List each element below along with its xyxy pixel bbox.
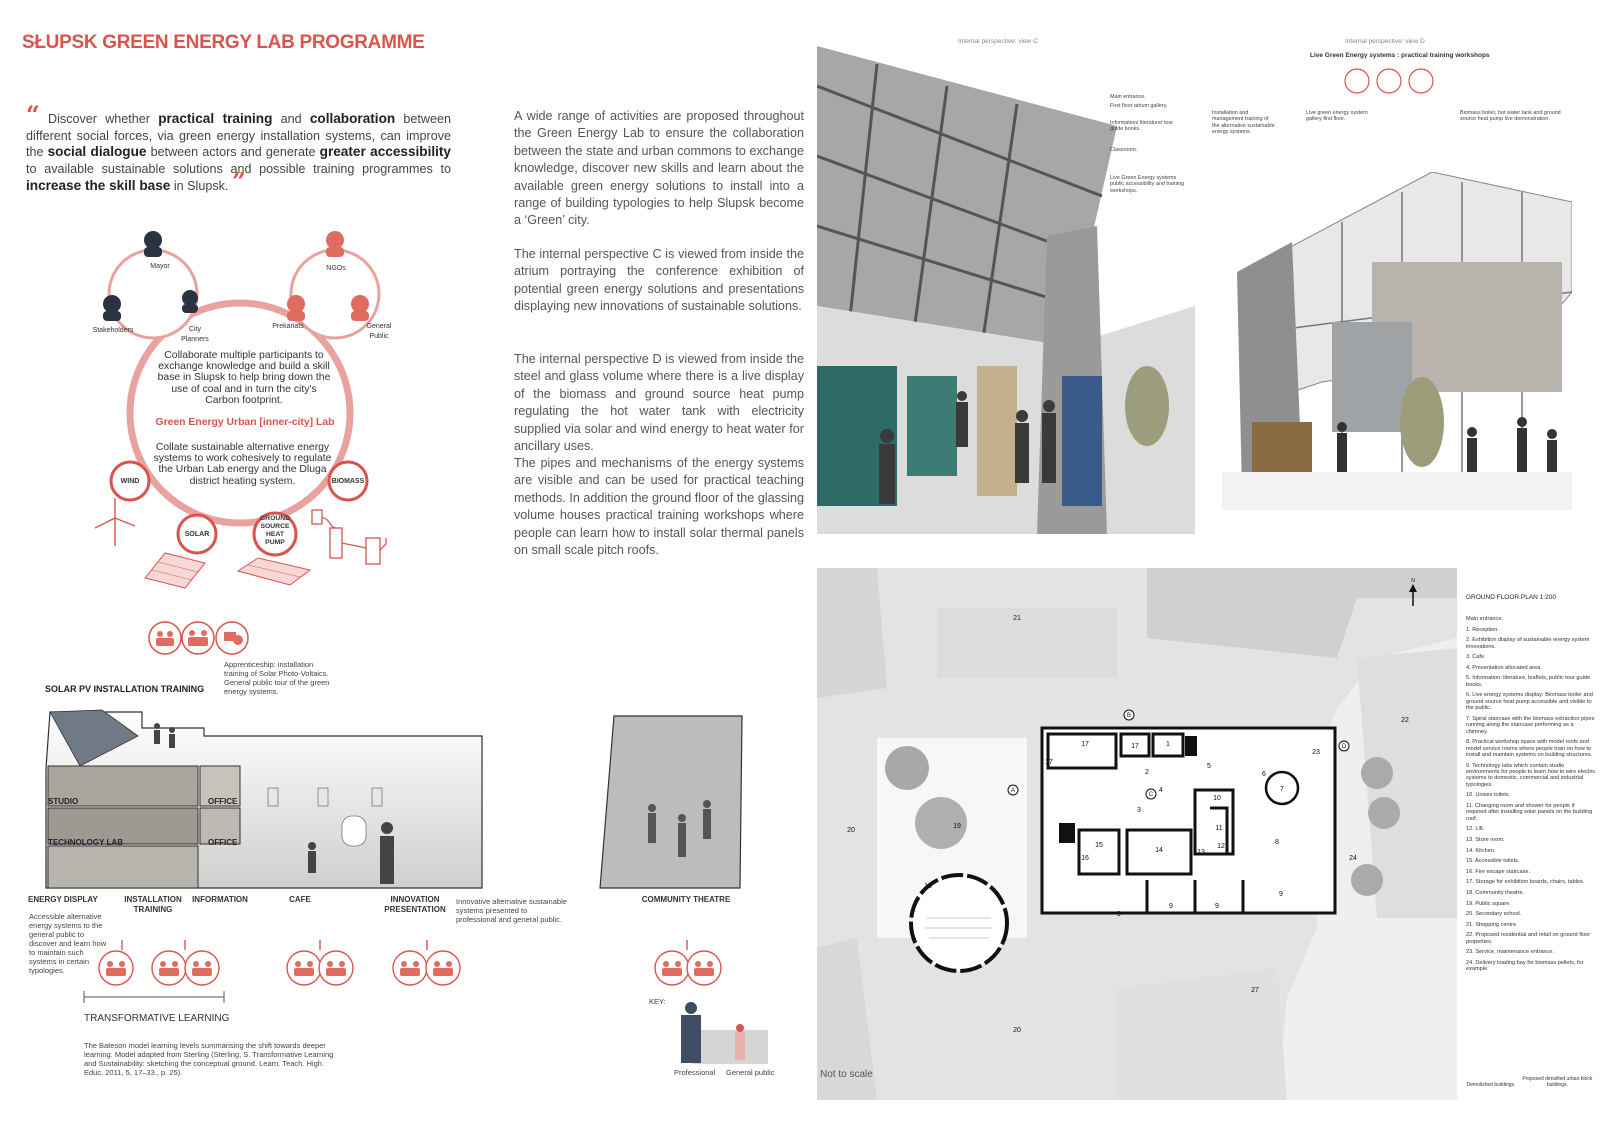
plan-room-5: 5 — [1207, 763, 1211, 770]
space-cafe: CAFE — [289, 895, 311, 904]
actor-stakeholders: Stakeholders — [92, 327, 134, 334]
page-title: SŁUPSK GREEN ENERGY LAB PROGRAMME — [22, 32, 425, 53]
node-biomass-label: BIOMASS — [331, 478, 365, 485]
room-office-2: OFFICE — [208, 838, 238, 847]
plan-room-1: 1 — [1166, 741, 1170, 748]
perspective-c-view: Internal perspective: view C — [958, 38, 1038, 45]
legend-item: 12. Lift. — [1466, 826, 1485, 833]
space-installation-training: INSTALLATION TRAINING — [124, 895, 182, 914]
quote-text: in Slupsk. — [170, 179, 229, 194]
key-professional: Professional — [674, 1068, 716, 1077]
quote-text: to available sustainable solutions and possible training programmes to — [26, 161, 451, 176]
plan-room-17: 17 — [1131, 743, 1139, 750]
perspective-c-label: First floor atrium gallery. — [1110, 103, 1168, 110]
legend-item: 15. Accessible toilets. — [1466, 858, 1520, 865]
node-solar-label: SOLAR — [184, 531, 210, 538]
solar-title: SOLAR PV INSTALLATION TRAINING — [45, 684, 205, 694]
ground-floor-plan — [817, 568, 1457, 1100]
key-label: KEY: — [649, 997, 666, 1006]
plan-room-22: 22 — [1401, 717, 1409, 724]
legend-item: 17. Storage for exhibition boards, chairs, tables. — [1466, 879, 1585, 886]
open-quote-mark: “ — [26, 100, 40, 129]
plan-marker-c: C — [1148, 792, 1154, 798]
plan-room-9: 9 — [1279, 891, 1283, 898]
actor-ngos: NGOs — [326, 265, 346, 272]
key-figures — [664, 1000, 768, 1066]
quote-bold: practical training — [158, 111, 273, 126]
section-drawing — [42, 708, 747, 893]
space-innovation-presentation: INNOVATION PRESENTATION — [384, 895, 446, 914]
legend-item: 16. Fire escape staircase. — [1466, 868, 1531, 875]
legend-item: 9. Technology labs which contain studio environments for people to learn how to wire electric systems to domestic, commercial and industrial typologies. — [1466, 762, 1596, 788]
plan-room-2: 2 — [1145, 769, 1149, 776]
perspective-d-label-2 — [1306, 110, 1372, 123]
bateson-caption: The Bateson model learning levels summarising the shift towards deeper learning. Model adapted from Sterling (Sterling, S. Transformative Learning and Sustainability: sketching the conceptual ground. Learn. Teach. High. Educ. 2011, 5, 17–33., p. 25). — [84, 1041, 334, 1077]
quote-text: Discover whether — [48, 112, 159, 126]
space-energy-display: ENERGY DISPLAY — [28, 895, 98, 904]
lab-title: Green Energy Urban [inner-city] Lab — [155, 417, 335, 428]
paragraph-perspective-d: The internal perspective D is viewed from inside the steel and glass volume where there is a live display of the biomass and ground source heat pump regulating the hot water tank with electricity supplied via solar and wind energy to heat water for ancillary uses. — [514, 352, 804, 454]
innovation-desc: Innovative alternative sustainable systems presented to professional and general public. — [456, 897, 567, 924]
perspective-d-label-1 — [1212, 110, 1276, 136]
quote-bold: collaboration — [309, 111, 396, 126]
node-ground-source-label: GROUND SOURCE HEAT PUMP — [259, 515, 291, 546]
node-wind-label: WIND — [120, 478, 140, 485]
plan-room-7: 7 — [1280, 786, 1284, 793]
legend-item: 3. Cafe. — [1466, 654, 1486, 661]
actor-city-planners: City Planners — [181, 326, 209, 343]
legend-item: 13. Store room. — [1466, 837, 1505, 843]
legend-proposed: Proposed densified urban block buildings. — [1522, 1076, 1593, 1088]
legend-item: 22. Proposed residential and retail on ground floor properties. — [1466, 932, 1591, 945]
plan-room-27: 27 — [1251, 987, 1259, 994]
quote-bold: greater accessibility — [319, 144, 451, 160]
plan-room-4: 4 — [1159, 787, 1163, 794]
plan-room-21: 21 — [1013, 615, 1021, 622]
plan-room-20-bottom: 20 — [1013, 1027, 1021, 1034]
plan-room-8: 8 — [1275, 839, 1279, 846]
plan-legend — [1466, 616, 1596, 977]
plan-room-23: 23 — [1312, 749, 1320, 756]
plan-room-9: 9 — [1117, 911, 1121, 918]
plan-marker-d: D — [1341, 744, 1347, 750]
energy-display-desc: Accessible alternative energy systems to the general public to discover and learn how to maintain such systems in certain typologies. — [29, 912, 107, 975]
perspective-d-render — [1222, 172, 1572, 510]
legend-demolished: Demolished buildings. — [1466, 1082, 1516, 1088]
quote-text: between different social forces, via green energy installation systems, can improve the — [26, 112, 451, 160]
perspective-c-label: Information/ literature/ tour guide books. — [1110, 119, 1174, 133]
room-office-1: OFFICE — [208, 797, 238, 806]
apprenticeship-text: Apprenticeship: installation training of Solar Photo-Voltaics. General public tour of the green energy systems. — [224, 660, 330, 696]
plan-room-6: 6 — [1262, 771, 1266, 778]
transformative-learning: TRANSFORMATIVE LEARNING — [84, 1013, 230, 1024]
space-community-theatre: COMMUNITY THEATRE — [641, 895, 731, 904]
perspective-c-labels — [1110, 94, 1184, 194]
legend-item: 6. Live energy systems display: Biomass boiler and ground source heat pump accessible and visible to the public. — [1466, 692, 1593, 712]
key-general-public: General public — [726, 1068, 775, 1077]
quote-text: and — [272, 112, 310, 126]
plan-room-12: 12 — [1217, 843, 1225, 850]
perspective-d-subtitle: Live Green Energy systems : practical training workshops — [1310, 52, 1490, 59]
collaborate-text: Collaborate multiple participants to exchange knowledge and build a skill base in Slupsk to help bring down the use of coal and in turn the city's Carbon footprint. — [157, 350, 331, 406]
legend-item: 1. Reception. — [1466, 626, 1499, 633]
space-icons-row — [90, 940, 730, 990]
perspective-c-label: Classroom. — [1110, 146, 1138, 153]
perspective-d-view: Internal perspective: view D — [1345, 38, 1425, 45]
legend-item: 24. Delivery loading bay for biomass pellets, for example. — [1466, 959, 1584, 973]
perspective-d-label-3 — [1460, 110, 1570, 123]
legend-item: 19. Public square. — [1466, 900, 1511, 907]
actor-general-public: General Public — [366, 323, 392, 340]
legend-item: 5. Information: literature, leaflets, public tour guide books. — [1466, 675, 1591, 688]
collate-text: Collate sustainable alternative energy systems to work cohesively to regulate the Urban Lab energy and the Dluga district heating system. — [153, 442, 332, 487]
wind-turbine-icon — [95, 498, 135, 546]
plan-room-17: 17 — [1081, 741, 1089, 748]
perspective-d-label: Live green energy system gallery first floor. — [1306, 110, 1368, 123]
actor-mayor: Mayor — [150, 263, 170, 270]
plan-room-24: 24 — [1349, 855, 1357, 862]
plan-marker-a: A — [1010, 788, 1016, 794]
quote-bold: social dialogue — [47, 144, 147, 160]
north-label: N — [1411, 578, 1415, 584]
legend-item: 18. Community theatre. — [1466, 889, 1525, 896]
legend-item: 8. Practical workshop space with model roofs and model service rooms where people train on how to install and maintain systems on building structures. — [1466, 739, 1593, 758]
perspective-d-label: Installation and management training of the alternative sustainable energy systems. — [1212, 110, 1275, 136]
paragraph-pipes: The pipes and mechanisms of the energy systems are visible and can be used for practical teaching methods. In addition the ground floor of the glassing volume houses practical training workshops where people can learn how to install solar thermal panels on small scale pitch roofs. — [514, 456, 804, 558]
perspective-d-label: Biomass boiler, hot water tank and ground source heat pump live demonstration. — [1460, 110, 1561, 123]
plan-room-10: 10 — [1213, 795, 1221, 802]
plan-room-16: 16 — [1081, 855, 1089, 862]
legend-item: 4. Presentation allocated area. — [1466, 664, 1542, 671]
plan-room-14: 14 — [1155, 847, 1163, 854]
plan-room-9: 9 — [1169, 903, 1173, 910]
legend-item: 23. Service, maintenance entrance. — [1466, 949, 1554, 956]
perspective-c-label: Live Green Energy systems public accessibility and training workshops. — [1110, 175, 1185, 194]
plan-room-3: 3 — [1137, 807, 1141, 814]
heat-pump-icon — [312, 510, 386, 564]
legend-item: 11. Changing room and shower for people if required after installing solar panels on the building roof. — [1466, 803, 1593, 822]
plan-room-9: 9 — [1215, 903, 1219, 910]
not-to-scale: Not to scale — [820, 1069, 873, 1080]
solar-panel-icon — [145, 553, 310, 588]
quote-text: between actors and generate — [146, 145, 320, 160]
space-information: INFORMATION — [192, 895, 248, 904]
plan-room-11: 11 — [1215, 825, 1223, 832]
perspective-c-label: Main entrance. — [1110, 94, 1146, 100]
actor-prekariats: Prekariats — [272, 323, 304, 330]
legend-item: 20. Secondary school. — [1466, 911, 1522, 918]
intro-quote — [26, 100, 451, 197]
legend-item: 7. Spiral staircase with the biomass extraction pipes running along the staircase performing as a chimney. — [1466, 715, 1595, 735]
plan-room-19: 19 — [953, 823, 961, 830]
legend-item: 10. Unisex toilets. — [1466, 792, 1511, 799]
legend-item: 14. Kitchen. — [1466, 847, 1496, 854]
plan-room-13: 13 — [1197, 849, 1205, 856]
legend-item: 2. Exhibition display of sustainable energy system innovations. — [1466, 637, 1590, 650]
collaboration-diagram — [90, 228, 410, 598]
plan-room-15: 15 — [1095, 842, 1103, 849]
legend-item: 21. Shopping centre. — [1466, 921, 1518, 928]
plan-marker-b: B — [1126, 713, 1132, 719]
plan-room-20: 20 — [847, 827, 855, 834]
room-studio: STUDIO — [48, 797, 79, 806]
perspective-d-icons — [1344, 66, 1434, 96]
plan-room-18: 18 — [924, 883, 932, 890]
legend-item: Main entrance. — [1466, 616, 1504, 622]
close-quote-mark: ” — [231, 167, 246, 197]
quote-bold: increase the skill base — [26, 178, 171, 194]
solar-training-icons — [148, 620, 252, 656]
plan-room-17: 17 — [1045, 759, 1053, 766]
paragraph-activities: A wide range of activities are proposed throughout the Green Energy Lab to ensure the collaboration between the state and urban commons to exchange knowledge, discover new skills and learn about the available green energy solutions to install into a range of building typologies to help Slupsk become a ‘Green’ city. — [514, 109, 804, 228]
transformative-bracket — [82, 990, 226, 1004]
room-technology-lab: TECHNOLOGY LAB — [48, 838, 123, 847]
paragraph-perspective-c: The internal perspective C is viewed from inside the atrium portraying the conference exhibition of potential green energy solutions and presentations displaying new innovations of sustainable solutions. — [514, 247, 804, 314]
plan-bottom-legend — [1462, 1076, 1598, 1088]
plan-title: GROUND FLOOR PLAN 1:200 — [1466, 594, 1556, 601]
